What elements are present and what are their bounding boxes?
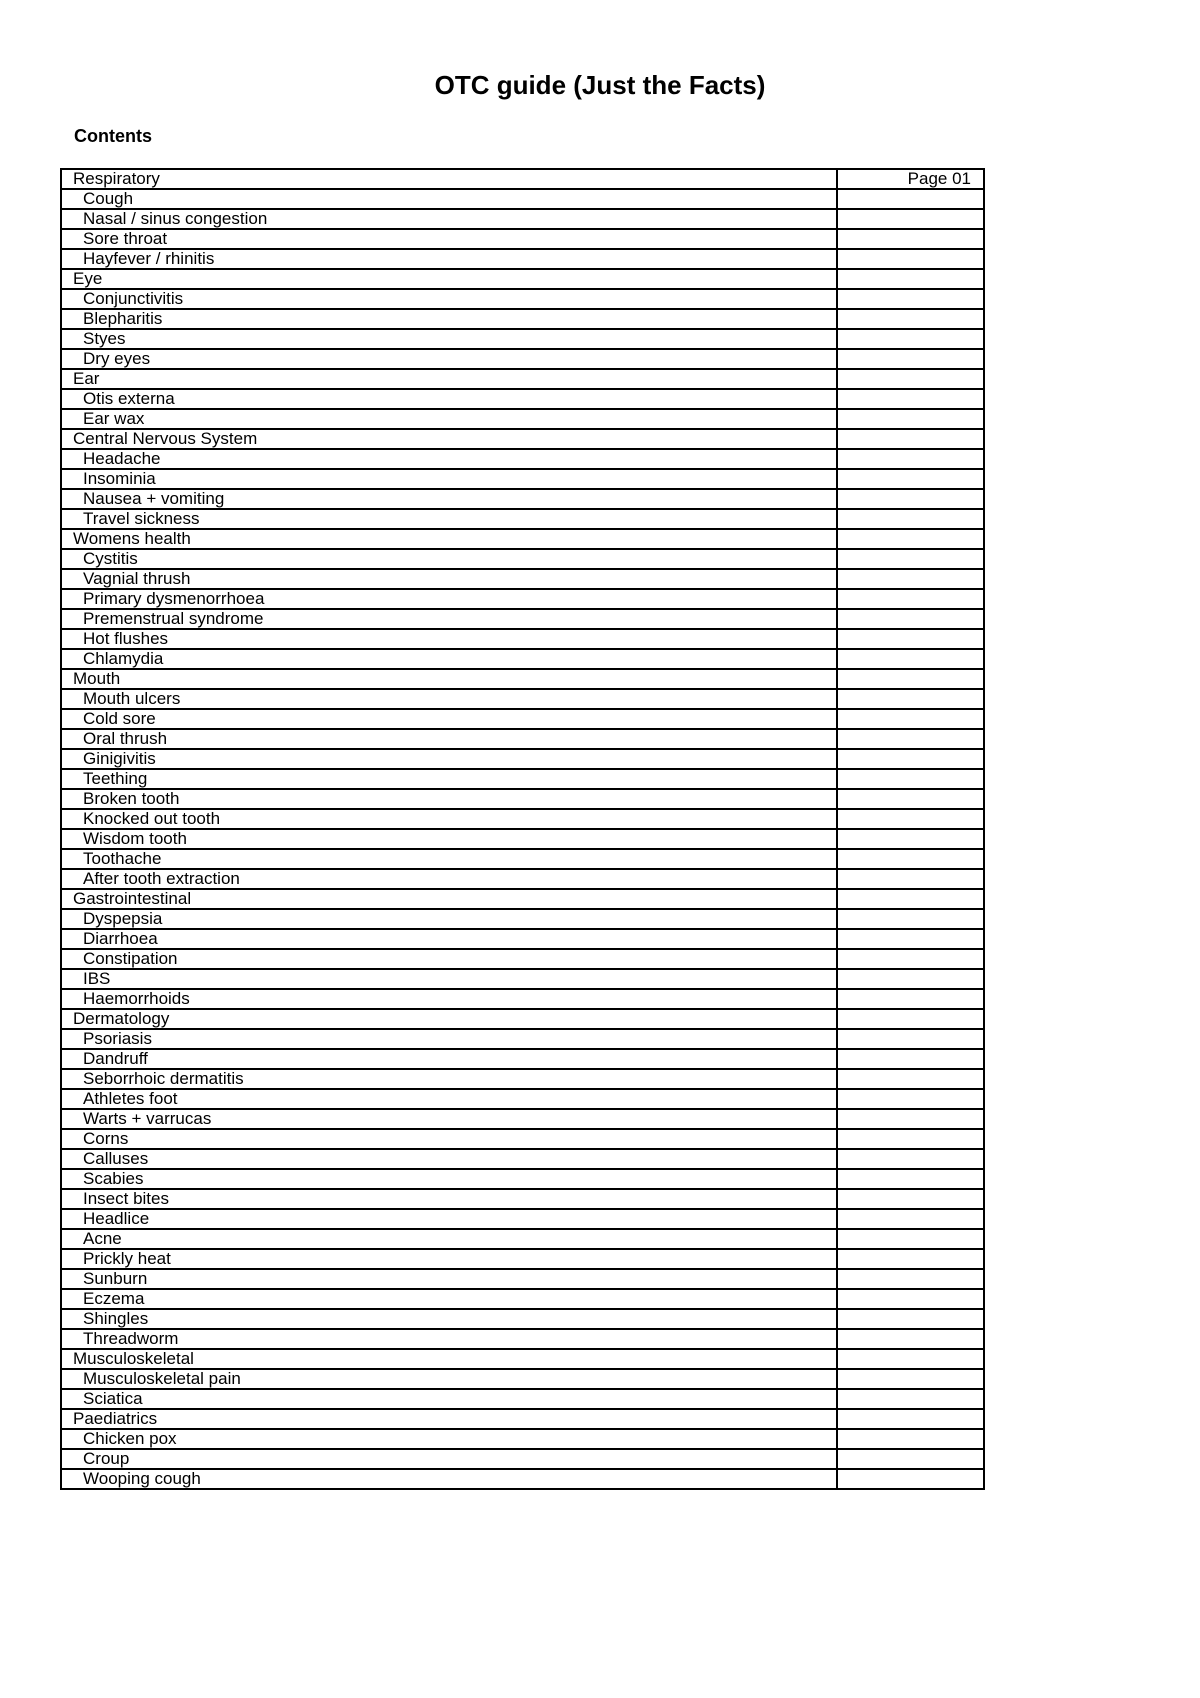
page-number-cell — [837, 1049, 984, 1069]
topic-row — [61, 869, 984, 889]
topic-title-cell: Warts + varrucas — [61, 1109, 837, 1129]
topic-row — [61, 509, 984, 529]
page-number-cell — [837, 369, 984, 389]
page-number-cell — [837, 1369, 984, 1389]
page-number-cell — [837, 509, 984, 529]
section-title-cell: Musculoskeletal — [61, 1349, 837, 1369]
topic-title-cell: Wooping cough — [61, 1469, 837, 1489]
page-number-cell — [837, 349, 984, 369]
topic-title-cell: After tooth extraction — [61, 869, 837, 889]
topic-title-cell: Nausea + vomiting — [61, 489, 837, 509]
topic-row — [61, 1029, 984, 1049]
page-number-cell — [837, 469, 984, 489]
topic-title-cell: Toothache — [61, 849, 837, 869]
topic-title-cell: Calluses — [61, 1149, 837, 1169]
section-title-cell: Paediatrics — [61, 1409, 837, 1429]
page-number-cell — [837, 1209, 984, 1229]
page-number-cell — [837, 1189, 984, 1209]
topic-title-cell: Dandruff — [61, 1049, 837, 1069]
page-number-cell — [837, 1149, 984, 1169]
topic-row — [61, 689, 984, 709]
page-number-cell — [837, 1469, 984, 1489]
topic-row — [61, 989, 984, 1009]
page-number-cell — [837, 569, 984, 589]
page-number-cell — [837, 1069, 984, 1089]
topic-title-cell: Chlamydia — [61, 649, 837, 669]
topic-title-cell: Primary dysmenorrhoea — [61, 589, 837, 609]
topic-row — [61, 589, 984, 609]
topic-row — [61, 809, 984, 829]
page-number-cell — [837, 889, 984, 909]
page-number-cell — [837, 809, 984, 829]
section-title-cell: Mouth — [61, 669, 837, 689]
topic-row — [61, 729, 984, 749]
page-number-cell — [837, 1089, 984, 1109]
topic-title-cell: Sore throat — [61, 229, 837, 249]
topic-row — [61, 249, 984, 269]
page-number-cell — [837, 1449, 984, 1469]
topic-title-cell: Sunburn — [61, 1269, 837, 1289]
topic-row — [61, 1089, 984, 1109]
topic-row — [61, 349, 984, 369]
section-row — [61, 369, 984, 389]
topic-title-cell: Cough — [61, 189, 837, 209]
topic-title-cell: IBS — [61, 969, 837, 989]
topic-row — [61, 1389, 984, 1409]
topic-row — [61, 1049, 984, 1069]
topic-row — [61, 749, 984, 769]
page-number-cell — [837, 529, 984, 549]
topic-title-cell: Diarrhoea — [61, 929, 837, 949]
topic-row — [61, 1209, 984, 1229]
topic-row — [61, 1429, 984, 1449]
topic-row — [61, 609, 984, 629]
topic-row — [61, 969, 984, 989]
topic-row — [61, 649, 984, 669]
topic-title-cell: Travel sickness — [61, 509, 837, 529]
topic-row — [61, 709, 984, 729]
page-number-cell — [837, 629, 984, 649]
page-number-cell — [837, 309, 984, 329]
page-number-cell — [837, 1329, 984, 1349]
page-number-cell — [837, 729, 984, 749]
page-number-cell — [837, 929, 984, 949]
topic-row — [61, 229, 984, 249]
page-number-cell — [837, 589, 984, 609]
page-number-cell — [837, 1349, 984, 1369]
topic-row — [61, 189, 984, 209]
section-title-cell: Respiratory — [61, 169, 837, 189]
page-number-cell — [837, 489, 984, 509]
section-row — [61, 269, 984, 289]
topic-title-cell: Corns — [61, 1129, 837, 1149]
topic-title-cell: Vagnial thrush — [61, 569, 837, 589]
topic-title-cell: Teething — [61, 769, 837, 789]
page-number-cell — [837, 949, 984, 969]
topic-row — [61, 1309, 984, 1329]
section-row — [61, 429, 984, 449]
page-number-cell — [837, 189, 984, 209]
topic-row — [61, 449, 984, 469]
topic-row — [61, 1149, 984, 1169]
section-row — [61, 669, 984, 689]
topic-row — [61, 909, 984, 929]
topic-title-cell: Blepharitis — [61, 309, 837, 329]
page-number-cell — [837, 329, 984, 349]
page-number-cell — [837, 1109, 984, 1129]
topic-row — [61, 329, 984, 349]
page-number-cell — [837, 749, 984, 769]
topic-title-cell: Premenstrual syndrome — [61, 609, 837, 629]
topic-title-cell: Headache — [61, 449, 837, 469]
topic-row — [61, 789, 984, 809]
topic-title-cell: Eczema — [61, 1289, 837, 1309]
topic-row — [61, 489, 984, 509]
page-number-cell — [837, 709, 984, 729]
page-number-cell — [837, 1229, 984, 1249]
page-number-cell — [837, 769, 984, 789]
topic-title-cell: Insominia — [61, 469, 837, 489]
section-row — [61, 1409, 984, 1429]
page-number-cell — [837, 1289, 984, 1309]
topic-title-cell: Knocked out tooth — [61, 809, 837, 829]
section-row — [61, 1349, 984, 1369]
topic-title-cell: Athletes foot — [61, 1089, 837, 1109]
topic-title-cell: Headlice — [61, 1209, 837, 1229]
topic-title-cell: Otis externa — [61, 389, 837, 409]
topic-title-cell: Broken tooth — [61, 789, 837, 809]
topic-row — [61, 1289, 984, 1309]
topic-title-cell: Musculoskeletal pain — [61, 1369, 837, 1389]
page-number-cell — [837, 549, 984, 569]
topic-row — [61, 469, 984, 489]
topic-row — [61, 1129, 984, 1149]
topic-title-cell: Chicken pox — [61, 1429, 837, 1449]
contents-table — [60, 168, 985, 1490]
contents-table-body — [61, 169, 984, 1489]
section-row — [61, 529, 984, 549]
topic-title-cell: Seborrhoic dermatitis — [61, 1069, 837, 1089]
page-number-cell — [837, 1309, 984, 1329]
page-number-cell — [837, 1269, 984, 1289]
topic-row — [61, 409, 984, 429]
page-number-cell — [837, 869, 984, 889]
page-number-cell — [837, 1249, 984, 1269]
topic-title-cell: Insect bites — [61, 1189, 837, 1209]
page-number-cell: Page 01 — [837, 169, 984, 189]
topic-row — [61, 1169, 984, 1189]
page-number-cell — [837, 1029, 984, 1049]
page-number-cell — [837, 1409, 984, 1429]
page-number-cell — [837, 1389, 984, 1409]
topic-title-cell: Conjunctivitis — [61, 289, 837, 309]
topic-row — [61, 1449, 984, 1469]
page-number-cell — [837, 429, 984, 449]
topic-row — [61, 1249, 984, 1269]
section-row — [61, 889, 984, 909]
topic-row — [61, 1369, 984, 1389]
topic-row — [61, 1189, 984, 1209]
topic-row — [61, 1329, 984, 1349]
topic-row — [61, 769, 984, 789]
page-number-cell — [837, 389, 984, 409]
topic-row — [61, 829, 984, 849]
topic-title-cell: Ginigivitis — [61, 749, 837, 769]
topic-row — [61, 1109, 984, 1129]
topic-title-cell: Cystitis — [61, 549, 837, 569]
document-title: OTC guide (Just the Facts) — [434, 70, 766, 100]
topic-title-cell: Cold sore — [61, 709, 837, 729]
page-number-cell — [837, 849, 984, 869]
topic-title-cell: Croup — [61, 1449, 837, 1469]
topic-title-cell: Nasal / sinus congestion — [61, 209, 837, 229]
topic-title-cell: Dyspepsia — [61, 909, 837, 929]
page-number-cell — [837, 449, 984, 469]
section-title-cell: Dermatology — [61, 1009, 837, 1029]
topic-title-cell: Threadworm — [61, 1329, 837, 1349]
page-number-cell — [837, 909, 984, 929]
section-title-cell: Womens health — [61, 529, 837, 549]
page-number-cell — [837, 229, 984, 249]
section-title-cell: Central Nervous System — [61, 429, 837, 449]
topic-row — [61, 389, 984, 409]
topic-title-cell: Acne — [61, 1229, 837, 1249]
page-number-cell — [837, 689, 984, 709]
topic-row — [61, 1069, 984, 1089]
page-number-cell — [837, 989, 984, 1009]
topic-title-cell: Psoriasis — [61, 1029, 837, 1049]
page-number-cell — [837, 969, 984, 989]
topic-title-cell: Wisdom tooth — [61, 829, 837, 849]
section-title-cell: Gastrointestinal — [61, 889, 837, 909]
page-number-cell — [837, 829, 984, 849]
page-number-cell — [837, 249, 984, 269]
page-number-cell — [837, 1429, 984, 1449]
page-number-cell — [837, 649, 984, 669]
topic-row — [61, 549, 984, 569]
topic-title-cell: Oral thrush — [61, 729, 837, 749]
page-number-cell — [837, 209, 984, 229]
section-row — [61, 169, 984, 189]
topic-row — [61, 309, 984, 329]
topic-row — [61, 949, 984, 969]
topic-row — [61, 289, 984, 309]
topic-title-cell: Hayfever / rhinitis — [61, 249, 837, 269]
page-number-cell — [837, 789, 984, 809]
topic-row — [61, 849, 984, 869]
topic-row — [61, 569, 984, 589]
topic-title-cell: Mouth ulcers — [61, 689, 837, 709]
topic-title-cell: Ear wax — [61, 409, 837, 429]
page-number-cell — [837, 669, 984, 689]
topic-row — [61, 629, 984, 649]
section-row — [61, 1009, 984, 1029]
page-number-cell — [837, 269, 984, 289]
topic-title-cell: Shingles — [61, 1309, 837, 1329]
topic-title-cell: Haemorrhoids — [61, 989, 837, 1009]
topic-title-cell: Prickly heat — [61, 1249, 837, 1269]
section-title-cell: Ear — [61, 369, 837, 389]
topic-row — [61, 1229, 984, 1249]
topic-row — [61, 929, 984, 949]
page-number-cell — [837, 1169, 984, 1189]
page-number-cell — [837, 409, 984, 429]
topic-title-cell: Scabies — [61, 1169, 837, 1189]
topic-row — [61, 209, 984, 229]
page-number-cell — [837, 1129, 984, 1149]
topic-title-cell: Styes — [61, 329, 837, 349]
topic-title-cell: Sciatica — [61, 1389, 837, 1409]
contents-heading: Contents — [74, 126, 152, 146]
topic-title-cell: Constipation — [61, 949, 837, 969]
page-number-cell — [837, 1009, 984, 1029]
section-title-cell: Eye — [61, 269, 837, 289]
topic-title-cell: Dry eyes — [61, 349, 837, 369]
page-number-cell — [837, 609, 984, 629]
topic-row — [61, 1269, 984, 1289]
page-number-cell — [837, 289, 984, 309]
topic-title-cell: Hot flushes — [61, 629, 837, 649]
topic-row — [61, 1469, 984, 1489]
